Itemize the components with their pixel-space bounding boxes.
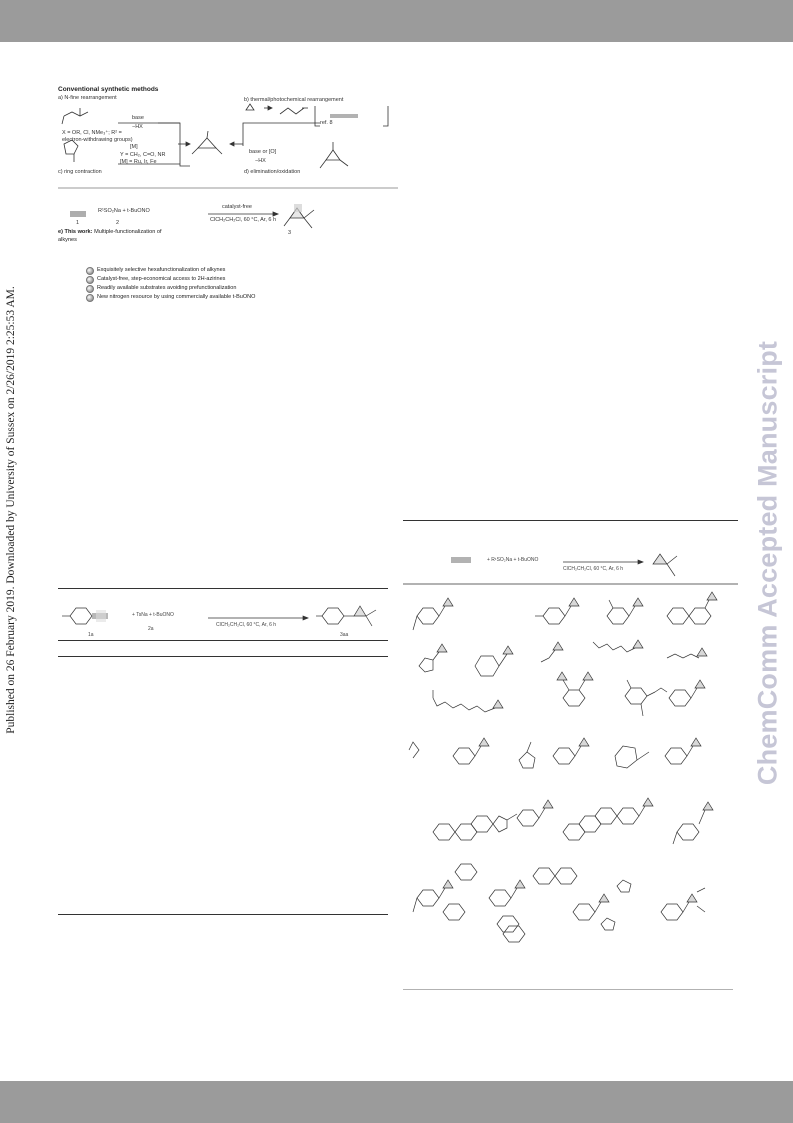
route-c-metal-definition: [M] = Ru, Ir, Fe (120, 159, 157, 165)
product-structure (557, 672, 593, 706)
list-item: Readily available substrates avoiding prefunctionalization (86, 284, 255, 293)
bottom-footer-band (0, 1081, 793, 1123)
route-a-label: a) N-fine rearrangement (58, 95, 117, 101)
table-2-substrate-scope-graphic (403, 520, 738, 990)
route-c-y-definition: Y = CH₂, C=O, NR (120, 152, 166, 158)
product-structure (413, 864, 477, 920)
this-work-heading (58, 229, 162, 235)
this-work-condition-bottom: ClCH₂CH₂Cl, 60 °C, Ar, 6 h (210, 217, 277, 223)
table-1-reagents: + TsNa + t-BuONO (132, 612, 174, 618)
accepted-manuscript-watermark: ChemComm Accepted Manuscript (752, 340, 783, 785)
product-structure (489, 868, 577, 942)
product-structure (475, 646, 513, 676)
product-structure (409, 738, 489, 764)
table-2-reagents: + R¹SO₂Na + t-BuONO (487, 557, 539, 563)
scheme-title: Conventional synthetic methods (58, 86, 159, 93)
this-work-reagents: R¹SO₂Na + t-BuONO (98, 208, 150, 214)
table-2 (403, 520, 738, 990)
product-structure (661, 888, 705, 920)
this-work-description: Multiple-functionalization of (94, 229, 162, 235)
compound-label-2: 2 (116, 220, 120, 226)
product-structure (667, 592, 717, 624)
product-structure (541, 642, 563, 662)
compound-label-1: 1 (76, 220, 80, 226)
route-a-note-1: X = OR, Cl, NMe₃⁺; R² = (62, 130, 122, 136)
product-structure (573, 880, 631, 930)
table-body-rule (58, 656, 388, 657)
product-structure (673, 802, 713, 844)
route-c-catalyst: [M] (130, 144, 138, 150)
left-column-bottom-rule (58, 914, 388, 915)
route-d-condition-top: base or [O] (249, 149, 277, 155)
route-d-condition-bottom: −HX (255, 158, 266, 164)
this-work-condition-top: catalyst-free (222, 204, 252, 210)
list-item: New nitrogen resource by using commercially available t-BuONO (86, 293, 255, 302)
advantage-list (86, 266, 255, 302)
this-work-heading-line-2: alkynes (58, 237, 77, 243)
route-a-condition-top: base (132, 115, 144, 121)
top-header-band (0, 0, 793, 42)
product-structure (413, 598, 453, 630)
product-structure (433, 690, 503, 712)
compound-label-3aa: 3aa (340, 632, 349, 638)
list-item: Catalyst-free, step-economical access to 2H-azirines (86, 275, 255, 284)
product-structure (607, 598, 643, 624)
route-d-label: d) elimination/oxidation (244, 169, 301, 175)
product-structure (667, 648, 707, 658)
compound-label-1a: 1a (88, 632, 94, 638)
this-work-title: e) This work: (58, 229, 93, 235)
table-1 (58, 588, 388, 660)
table-top-rule (58, 588, 388, 589)
list-item: Exquisitely selective hexafunctionalization of alkynes (86, 266, 255, 275)
product-structure (615, 738, 701, 768)
route-a-condition-bottom: −HX (132, 124, 143, 130)
product-structure (433, 800, 553, 840)
product-structure (419, 644, 447, 672)
table-2-conditions: ClCH₂CH₂Cl, 60 °C, Ar, 6 h (563, 566, 624, 572)
route-c-label: c) ring contraction (58, 169, 102, 175)
product-structure (593, 640, 643, 652)
compound-label-3: 3 (288, 230, 292, 236)
publication-side-note: Published on 26 February 2019. Downloaded by University of Sussex on 2/26/2019 2:25:53 AM. (5, 286, 17, 734)
table-1-conditions: ClCH₂CH₂Cl, 60 °C, Ar, 6 h (216, 622, 277, 628)
product-structure (563, 798, 653, 840)
route-b-reference: ref. 8 (320, 120, 333, 126)
route-b-label: b) thermal/photochemical rearrangement (244, 97, 344, 103)
product-structure (535, 598, 579, 624)
compound-label-2a: 2a (148, 626, 154, 632)
product-structure (625, 680, 705, 716)
scheme-1-graphics (58, 86, 398, 282)
product-structure (519, 738, 589, 768)
table-header-rule (58, 640, 388, 641)
scheme-1 (58, 86, 398, 300)
route-a-note-2: electron-withdrawing groups) (62, 137, 133, 143)
